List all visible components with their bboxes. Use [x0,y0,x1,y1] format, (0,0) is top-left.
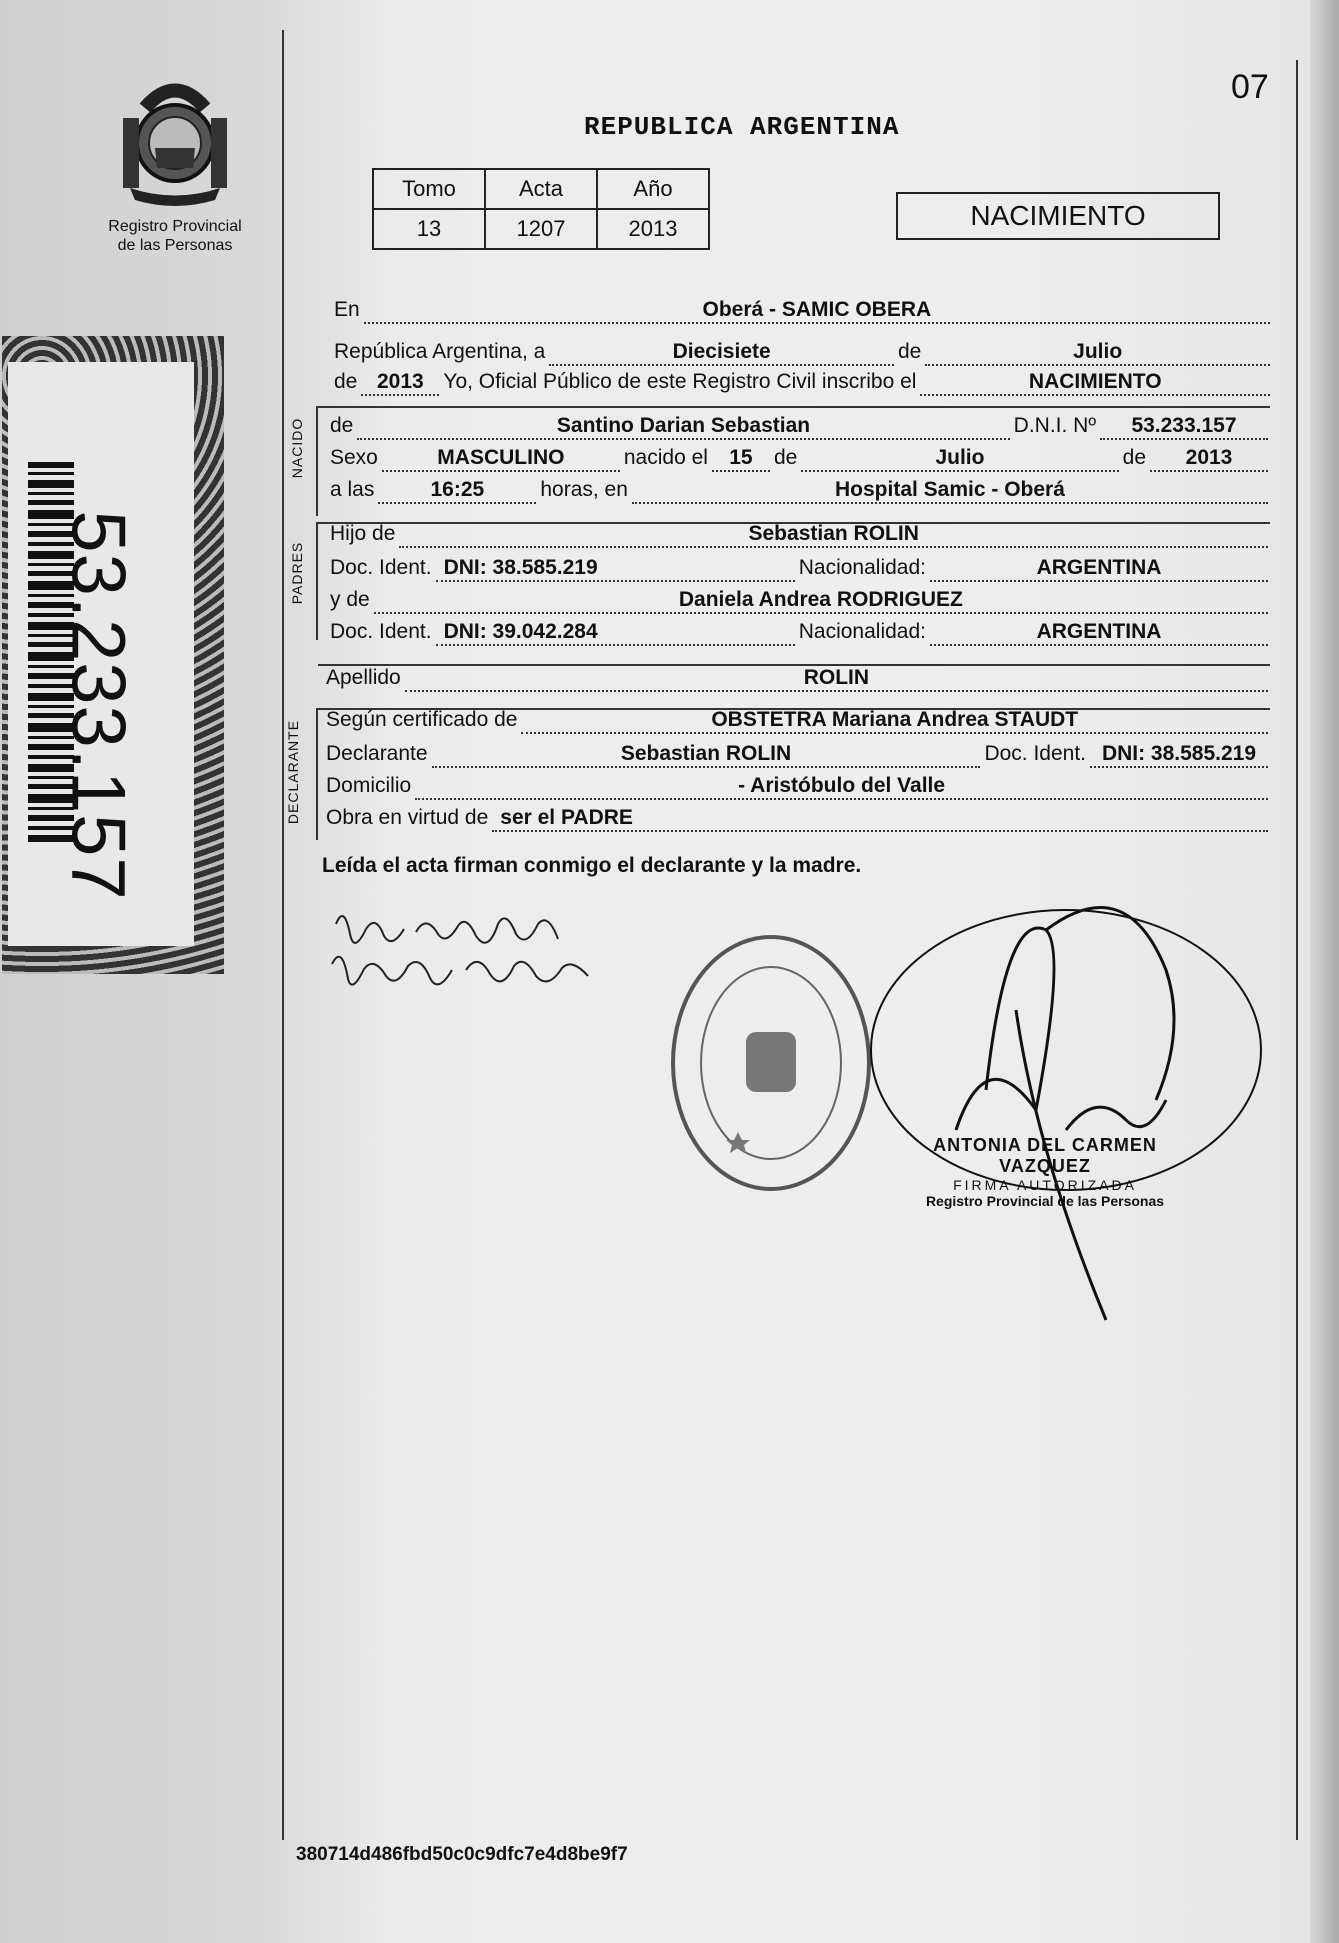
line-republica [330,340,1270,366]
dom-value: - Aristóbulo del Valle [415,774,1268,800]
birth-time: 16:25 [378,478,536,504]
mother-doc: DNI: 39.042.284 [436,620,795,646]
official-role: FIRMA AUTORIZADA [953,1177,1137,1193]
mother-nat-label: Nacionalidad: [798,620,926,643]
obra-value: ser el PADRE [492,806,1268,832]
decl-label: Declarante [326,742,428,765]
line-oficial [330,370,1270,396]
father-doc-label: Doc. Ident. [330,556,432,579]
registry-place: Oberá - SAMIC OBERA [364,298,1270,324]
father-nationality: ARGENTINA [930,556,1268,582]
closing-statement: Leída el acta firman conmigo el declarante y la madre. [322,854,862,877]
decl-name: Sebastian ROLIN [432,742,981,768]
year-prefix: de [334,370,358,393]
padres-label: PADRES [289,541,305,605]
yde-label: y de [330,588,370,611]
delegation-stamp [668,932,874,1194]
line-domicilio [322,774,1268,800]
en-label: En [334,298,360,321]
mother-nationality: ARGENTINA [930,620,1268,646]
separator-1 [318,406,1270,408]
line-yde [326,588,1268,614]
anio-value: 2013 [597,209,709,249]
father-nat-label: Nacionalidad: [798,556,926,579]
handwritten-signatures [326,894,616,1004]
cert-value: OBSTETRA Mariana Andrea STAUDT [521,708,1268,734]
obra-label: Obra en virtud de [326,806,489,829]
line-certificado [322,708,1268,734]
de-label-2: de [330,414,354,437]
tomo-header: Tomo [373,169,485,209]
act-type-box: NACIMIENTO [896,192,1220,240]
declarante-label: DECLARANTE [285,719,301,825]
hijo-label: Hijo de [330,522,396,545]
intro-year: 2013 [361,370,439,396]
declarante-bar [316,708,318,840]
province-logo [100,78,250,255]
line-declarante [322,742,1268,768]
line-father-doc [326,556,1268,582]
cert-label: Según certificado de [326,708,518,731]
mother-name: Daniela Andrea RODRIGUEZ [374,588,1268,614]
day-text: Diecisiete [549,340,894,366]
line-sexo [326,446,1268,472]
decl-doc-label: Doc. Ident. [984,742,1086,765]
sexo-value: MASCULINO [382,446,620,472]
de-label-4: de [1122,446,1146,469]
decl-doc: DNI: 38.585.219 [1090,742,1268,768]
a-las-label: a las [330,478,375,501]
line-mother-doc [326,620,1268,646]
tomo-value: 13 [373,209,485,249]
birth-month: Julio [801,446,1118,472]
document-hash: 380714d486fbd50c0c9dfc7e4d8be9f7 [296,1844,628,1865]
father-name: Sebastian ROLIN [399,522,1268,548]
padres-bar [316,522,318,640]
birth-year: 2013 [1150,446,1268,472]
nacido-bar [316,406,318,516]
dni-label: D.N.I. Nº [1013,414,1096,437]
act-word: NACIMIENTO [920,370,1270,396]
official-signature [866,890,1266,1330]
official-office: Registro Provincial de las Personas [925,1193,1165,1209]
apellido-value: ROLIN [405,666,1268,692]
province-crest-icon [115,78,235,208]
nacido-el-label: nacido el [623,446,708,469]
birth-day: 15 [712,446,770,472]
sexo-label: Sexo [330,446,378,469]
apellido-label: Apellido [326,666,401,689]
paper-edge [1310,0,1339,1943]
country-title: REPUBLICA ARGENTINA [584,112,900,142]
right-margin-line [1296,60,1298,1840]
child-dni: 53.233.157 [1100,414,1268,440]
line-hijo [326,522,1268,548]
de-label-3: de [773,446,798,469]
official-name: ANTONIA DEL CARMEN VAZQUEZ [933,1135,1157,1176]
logo-caption-line2: de las Personas [117,237,233,254]
mother-doc-label: Doc. Ident. [330,620,432,643]
father-doc: DNI: 38.585.219 [436,556,795,582]
line-obra [322,806,1268,832]
month-text: Julio [925,340,1270,366]
child-name: Santino Darian Sebastian [357,414,1009,440]
oficial-text: Yo, Oficial Público de este Registro Civil inscribo el [443,370,917,393]
page-number: 07 [1231,68,1269,106]
line-hora [326,478,1268,504]
birth-place: Hospital Samic - Oberá [632,478,1268,504]
official-seal [895,1135,1195,1209]
line-apellido [322,666,1268,692]
de-label: de [897,340,922,363]
left-margin-line [282,30,284,1840]
barcode-number: 53.233.157 [55,510,141,901]
book-reference-table [372,168,710,250]
dom-label: Domicilio [326,774,412,797]
nacido-label: NACIDO [289,417,305,479]
logo-caption-line1: Registro Provincial [108,218,242,235]
logo-caption [100,217,250,255]
horas-label: horas, en [540,478,628,501]
republica-label: República Argentina, a [334,340,546,363]
line-en [330,298,1270,324]
acta-header: Acta [485,169,597,209]
acta-value: 1207 [485,209,597,249]
line-nacido-name [326,414,1268,440]
anio-header: Año [597,169,709,209]
barcode-label [8,362,194,946]
